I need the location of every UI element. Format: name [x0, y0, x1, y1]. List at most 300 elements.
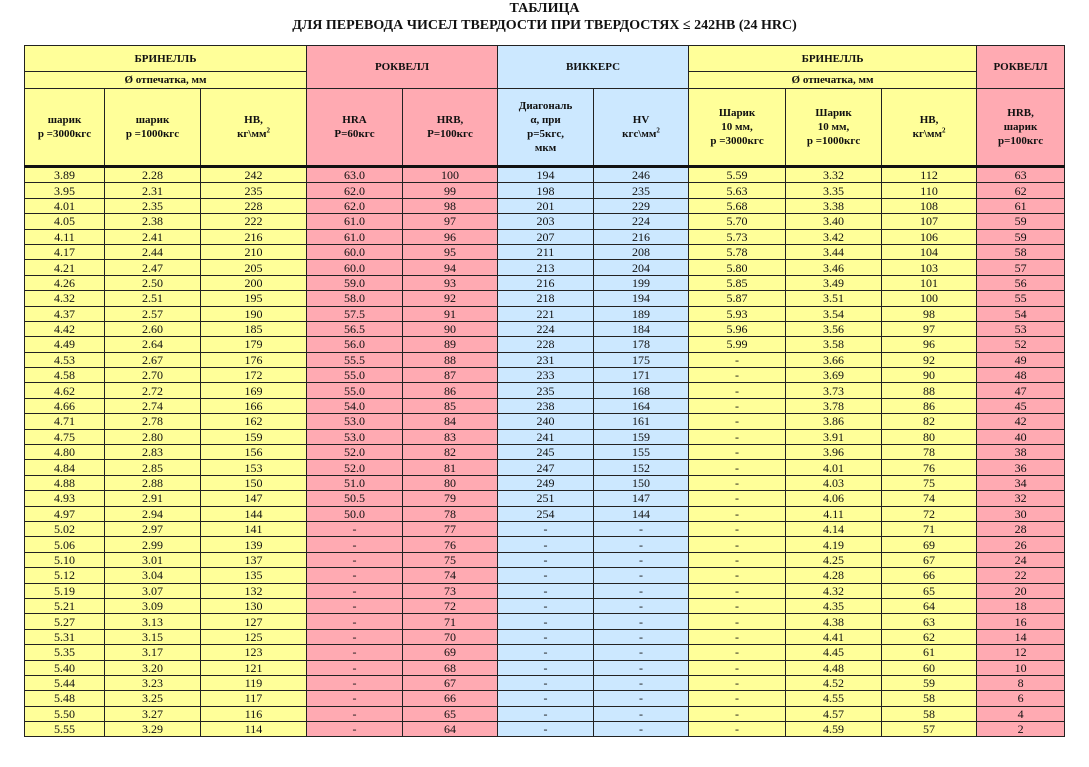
- cell-diagonal: 249: [498, 475, 594, 490]
- cell-hv: 199: [594, 275, 689, 290]
- cell-ball-3000: 4.17: [25, 244, 105, 259]
- col-header-ball10-1000: Шарик 10 мм, р =1000кгс: [786, 89, 882, 167]
- cell-hra: -: [307, 614, 403, 629]
- cell-diagonal: 216: [498, 275, 594, 290]
- cell-hb-right: 76: [882, 460, 977, 475]
- cell-hb-right: 108: [882, 198, 977, 213]
- cell-hrb-ball: 49: [977, 352, 1065, 367]
- cell-hra: -: [307, 675, 403, 690]
- cell-diagonal: 238: [498, 398, 594, 413]
- cell-ball10-3000: 5.73: [689, 229, 786, 244]
- cell-diagonal: 240: [498, 414, 594, 429]
- cell-hb-right: 104: [882, 244, 977, 259]
- cell-ball-1000: 2.85: [105, 460, 201, 475]
- cell-hrb-ball: 42: [977, 414, 1065, 429]
- cell-ball10-3000: 5.96: [689, 321, 786, 336]
- cell-hb: 205: [201, 260, 307, 275]
- cell-ball10-3000: -: [689, 675, 786, 690]
- cell-ball-3000: 4.26: [25, 275, 105, 290]
- cell-hv: 161: [594, 414, 689, 429]
- table-row: [25, 306, 1065, 321]
- col-header-diagonal: Диагональ α, при р=5кгс, мкм: [498, 89, 594, 167]
- cell-ball-3000: 5.02: [25, 521, 105, 536]
- cell-ball-1000: 3.15: [105, 629, 201, 644]
- table-row: [25, 398, 1065, 413]
- cell-hrb: 96: [403, 229, 498, 244]
- cell-ball-1000: 3.17: [105, 645, 201, 660]
- cell-hb: 153: [201, 460, 307, 475]
- cell-ball10-1000: 3.66: [786, 352, 882, 367]
- cell-diagonal: 235: [498, 383, 594, 398]
- cell-hb-right: 88: [882, 383, 977, 398]
- cell-hb: 114: [201, 722, 307, 737]
- cell-hrb-ball: 18: [977, 598, 1065, 613]
- cell-ball10-3000: 5.85: [689, 275, 786, 290]
- cell-hb-right: 67: [882, 552, 977, 567]
- cell-hrb: 66: [403, 691, 498, 706]
- cell-hb-right: 103: [882, 260, 977, 275]
- cell-ball10-1000: 4.41: [786, 629, 882, 644]
- cell-hrb-ball: 10: [977, 660, 1065, 675]
- cell-ball10-3000: -: [689, 491, 786, 506]
- table-row: [25, 368, 1065, 383]
- cell-hrb: 98: [403, 198, 498, 213]
- cell-diagonal: 247: [498, 460, 594, 475]
- cell-hra: -: [307, 537, 403, 552]
- cell-hrb: 73: [403, 583, 498, 598]
- cell-hb: 228: [201, 198, 307, 213]
- cell-ball10-1000: 3.78: [786, 398, 882, 413]
- cell-ball10-3000: -: [689, 629, 786, 644]
- cell-ball-1000: 2.97: [105, 521, 201, 536]
- cell-hb: 117: [201, 691, 307, 706]
- cell-hra: 60.0: [307, 244, 403, 259]
- cell-hra: 63.0: [307, 167, 403, 183]
- cell-hrb: 76: [403, 537, 498, 552]
- cell-hra: 55.0: [307, 368, 403, 383]
- cell-hv: 155: [594, 445, 689, 460]
- cell-hrb: 71: [403, 614, 498, 629]
- cell-ball10-3000: -: [689, 691, 786, 706]
- table-row: [25, 537, 1065, 552]
- cell-hrb: 70: [403, 629, 498, 644]
- cell-hrb-ball: 36: [977, 460, 1065, 475]
- table-row: [25, 614, 1065, 629]
- cell-hb: 195: [201, 291, 307, 306]
- cell-ball10-3000: -: [689, 398, 786, 413]
- cell-diagonal: -: [498, 568, 594, 583]
- cell-hra: -: [307, 645, 403, 660]
- cell-hb: 200: [201, 275, 307, 290]
- cell-hrb-ball: 16: [977, 614, 1065, 629]
- cell-ball10-3000: 5.63: [689, 183, 786, 198]
- cell-hb: 179: [201, 337, 307, 352]
- cell-hb-right: 80: [882, 429, 977, 444]
- cell-ball10-1000: 4.45: [786, 645, 882, 660]
- cell-ball10-1000: 3.49: [786, 275, 882, 290]
- col-header-hb-right: НВ, $кг\backslash мм^2$: [882, 89, 977, 167]
- cell-hrb: 83: [403, 429, 498, 444]
- cell-hrb: 85: [403, 398, 498, 413]
- cell-ball10-3000: -: [689, 460, 786, 475]
- cell-hra: 56.5: [307, 321, 403, 336]
- cell-diagonal: -: [498, 583, 594, 598]
- table-row: [25, 167, 1065, 183]
- cell-hra: 59.0: [307, 275, 403, 290]
- table-row: [25, 414, 1065, 429]
- cell-ball-3000: 5.50: [25, 706, 105, 721]
- table-row: [25, 660, 1065, 675]
- cell-hrb-ball: 6: [977, 691, 1065, 706]
- cell-ball-3000: 4.93: [25, 491, 105, 506]
- col-header-hra: HRA Р=60кгс: [307, 89, 403, 167]
- cell-hb-right: 66: [882, 568, 977, 583]
- cell-diagonal: -: [498, 706, 594, 721]
- cell-hra: 61.0: [307, 229, 403, 244]
- cell-hrb: 65: [403, 706, 498, 721]
- cell-ball-3000: 4.97: [25, 506, 105, 521]
- cell-hrb-ball: 26: [977, 537, 1065, 552]
- table-row: [25, 506, 1065, 521]
- cell-ball10-1000: 3.54: [786, 306, 882, 321]
- cell-hrb: 74: [403, 568, 498, 583]
- cell-hra: 52.0: [307, 460, 403, 475]
- cell-hrb: 95: [403, 244, 498, 259]
- cell-ball-1000: 3.04: [105, 568, 201, 583]
- cell-ball-3000: 5.40: [25, 660, 105, 675]
- cell-ball-3000: 4.37: [25, 306, 105, 321]
- cell-hrb: 81: [403, 460, 498, 475]
- cell-ball-3000: 4.53: [25, 352, 105, 367]
- cell-hb-right: 97: [882, 321, 977, 336]
- cell-hb-right: 92: [882, 352, 977, 367]
- cell-hrb-ball: 20: [977, 583, 1065, 598]
- cell-ball10-3000: -: [689, 506, 786, 521]
- cell-ball-1000: 2.50: [105, 275, 201, 290]
- cell-hrb: 92: [403, 291, 498, 306]
- cell-hrb: 91: [403, 306, 498, 321]
- cell-diagonal: 233: [498, 368, 594, 383]
- cell-hrb-ball: 52: [977, 337, 1065, 352]
- cell-hv: 235: [594, 183, 689, 198]
- cell-hra: 53.0: [307, 414, 403, 429]
- cell-ball-3000: 5.27: [25, 614, 105, 629]
- table-row: [25, 521, 1065, 536]
- cell-ball10-3000: 5.78: [689, 244, 786, 259]
- header-rockwell-right: РОКВЕЛЛ: [977, 46, 1065, 89]
- cell-hra: -: [307, 598, 403, 613]
- cell-diagonal: -: [498, 675, 594, 690]
- cell-hrb: 86: [403, 383, 498, 398]
- cell-diagonal: 201: [498, 198, 594, 213]
- cell-hv: 147: [594, 491, 689, 506]
- cell-hrb-ball: 61: [977, 198, 1065, 213]
- header-brinell-right: БРИНЕЛЛЬ: [689, 46, 977, 72]
- cell-diagonal: -: [498, 660, 594, 675]
- cell-hb-right: 74: [882, 491, 977, 506]
- cell-ball-1000: 2.41: [105, 229, 201, 244]
- cell-ball10-1000: 4.59: [786, 722, 882, 737]
- table-row: [25, 198, 1065, 213]
- cell-ball10-3000: -: [689, 475, 786, 490]
- cell-hb-right: 100: [882, 291, 977, 306]
- cell-diagonal: 245: [498, 445, 594, 460]
- cell-ball10-3000: 5.93: [689, 306, 786, 321]
- cell-hb: 141: [201, 521, 307, 536]
- cell-ball-3000: 4.32: [25, 291, 105, 306]
- cell-hrb-ball: 40: [977, 429, 1065, 444]
- cell-hrb-ball: 32: [977, 491, 1065, 506]
- cell-hb: 162: [201, 414, 307, 429]
- cell-diagonal: 194: [498, 167, 594, 183]
- cell-hb-right: 112: [882, 167, 977, 183]
- cell-ball10-1000: 3.44: [786, 244, 882, 259]
- cell-hv: -: [594, 675, 689, 690]
- header-vickers: ВИККЕРС: [498, 46, 689, 89]
- cell-hv: 168: [594, 383, 689, 398]
- cell-ball-1000: 3.20: [105, 660, 201, 675]
- cell-ball10-3000: 5.80: [689, 260, 786, 275]
- cell-hv: 204: [594, 260, 689, 275]
- cell-ball-3000: 4.75: [25, 429, 105, 444]
- cell-ball-3000: 5.06: [25, 537, 105, 552]
- cell-hb-right: 96: [882, 337, 977, 352]
- cell-hra: 58.0: [307, 291, 403, 306]
- cell-ball10-1000: 3.91: [786, 429, 882, 444]
- cell-ball10-1000: 4.48: [786, 660, 882, 675]
- table-row: [25, 706, 1065, 721]
- cell-ball10-3000: 5.87: [689, 291, 786, 306]
- cell-hra: -: [307, 568, 403, 583]
- cell-diagonal: -: [498, 691, 594, 706]
- cell-diagonal: 221: [498, 306, 594, 321]
- cell-hrb-ball: 24: [977, 552, 1065, 567]
- cell-hb: 127: [201, 614, 307, 629]
- cell-hv: 175: [594, 352, 689, 367]
- cell-diagonal: 207: [498, 229, 594, 244]
- cell-diagonal: 218: [498, 291, 594, 306]
- cell-ball-3000: 5.44: [25, 675, 105, 690]
- cell-hra: 54.0: [307, 398, 403, 413]
- cell-hra: -: [307, 660, 403, 675]
- cell-hv: 184: [594, 321, 689, 336]
- cell-hrb-ball: 56: [977, 275, 1065, 290]
- cell-ball-1000: 2.57: [105, 306, 201, 321]
- table-row: [25, 383, 1065, 398]
- cell-hv: -: [594, 552, 689, 567]
- cell-ball-1000: 2.94: [105, 506, 201, 521]
- cell-ball-3000: 5.12: [25, 568, 105, 583]
- cell-hb-right: 58: [882, 691, 977, 706]
- cell-hrb-ball: 14: [977, 629, 1065, 644]
- cell-hra: 62.0: [307, 183, 403, 198]
- cell-hra: 57.5: [307, 306, 403, 321]
- cell-hb-right: 62: [882, 629, 977, 644]
- cell-hb-right: 86: [882, 398, 977, 413]
- cell-hra: 55.5: [307, 352, 403, 367]
- cell-hb-right: 98: [882, 306, 977, 321]
- cell-hrb-ball: 55: [977, 291, 1065, 306]
- cell-ball-3000: 4.80: [25, 445, 105, 460]
- cell-hra: -: [307, 722, 403, 737]
- cell-ball-1000: 2.83: [105, 445, 201, 460]
- cell-hv: -: [594, 568, 689, 583]
- cell-hrb: 99: [403, 183, 498, 198]
- cell-hra: 61.0: [307, 214, 403, 229]
- cell-hv: -: [594, 629, 689, 644]
- table-body: [25, 167, 1065, 737]
- cell-diagonal: -: [498, 645, 594, 660]
- cell-ball10-3000: -: [689, 660, 786, 675]
- col-header-ball10-3000: Шарик 10 мм, р =3000кгс: [689, 89, 786, 167]
- cell-ball10-3000: -: [689, 598, 786, 613]
- col-header-ball-1000: шарик р =1000кгс: [105, 89, 201, 167]
- cell-ball-3000: 5.31: [25, 629, 105, 644]
- cell-diagonal: 241: [498, 429, 594, 444]
- cell-ball-1000: 2.28: [105, 167, 201, 183]
- cell-ball-3000: 3.95: [25, 183, 105, 198]
- cell-ball10-1000: 4.25: [786, 552, 882, 567]
- table-row: [25, 183, 1065, 198]
- cell-ball-3000: 4.49: [25, 337, 105, 352]
- cell-diagonal: 198: [498, 183, 594, 198]
- cell-ball10-1000: 4.14: [786, 521, 882, 536]
- cell-ball10-1000: 4.19: [786, 537, 882, 552]
- table-row: [25, 722, 1065, 737]
- cell-ball-1000: 2.91: [105, 491, 201, 506]
- cell-ball10-1000: 3.40: [786, 214, 882, 229]
- cell-hrb-ball: 34: [977, 475, 1065, 490]
- cell-ball-3000: 5.48: [25, 691, 105, 706]
- cell-hra: -: [307, 552, 403, 567]
- cell-hra: 55.0: [307, 383, 403, 398]
- table-row: [25, 429, 1065, 444]
- cell-hv: 194: [594, 291, 689, 306]
- cell-hrb-ball: 8: [977, 675, 1065, 690]
- cell-ball-3000: 4.71: [25, 414, 105, 429]
- cell-ball-1000: 3.13: [105, 614, 201, 629]
- cell-hrb-ball: 47: [977, 383, 1065, 398]
- cell-ball10-1000: 4.11: [786, 506, 882, 521]
- cell-diagonal: -: [498, 521, 594, 536]
- cell-hb-right: 110: [882, 183, 977, 198]
- table-row: [25, 552, 1065, 567]
- cell-hrb: 100: [403, 167, 498, 183]
- cell-diagonal: 254: [498, 506, 594, 521]
- cell-hv: 229: [594, 198, 689, 213]
- cell-hrb: 90: [403, 321, 498, 336]
- cell-hb-right: 61: [882, 645, 977, 660]
- cell-diagonal: -: [498, 552, 594, 567]
- cell-hb: 156: [201, 445, 307, 460]
- cell-ball-1000: 3.09: [105, 598, 201, 613]
- cell-hv: -: [594, 706, 689, 721]
- cell-ball10-1000: 4.03: [786, 475, 882, 490]
- cell-hv: 150: [594, 475, 689, 490]
- cell-hb-right: 101: [882, 275, 977, 290]
- cell-ball10-3000: -: [689, 368, 786, 383]
- cell-ball-1000: 2.78: [105, 414, 201, 429]
- cell-ball10-1000: 3.58: [786, 337, 882, 352]
- cell-hrb-ball: 38: [977, 445, 1065, 460]
- cell-hb-right: 72: [882, 506, 977, 521]
- cell-hrb-ball: 53: [977, 321, 1065, 336]
- cell-ball-3000: 4.01: [25, 198, 105, 213]
- cell-ball10-3000: -: [689, 521, 786, 536]
- cell-ball-1000: 2.35: [105, 198, 201, 213]
- header-rockwell: РОКВЕЛЛ: [307, 46, 498, 89]
- cell-hv: -: [594, 691, 689, 706]
- cell-hrb-ball: 54: [977, 306, 1065, 321]
- cell-hb: 116: [201, 706, 307, 721]
- col-header-hb: НВ, $кг\backslash мм^2$: [201, 89, 307, 167]
- cell-ball10-3000: -: [689, 414, 786, 429]
- cell-hrb: 93: [403, 275, 498, 290]
- table-row: [25, 460, 1065, 475]
- cell-diagonal: -: [498, 614, 594, 629]
- cell-hrb-ball: 57: [977, 260, 1065, 275]
- cell-ball10-3000: -: [689, 568, 786, 583]
- cell-hra: 50.5: [307, 491, 403, 506]
- table-row: [25, 645, 1065, 660]
- cell-ball-1000: 3.29: [105, 722, 201, 737]
- cell-hb-right: 57: [882, 722, 977, 737]
- cell-ball-3000: 4.58: [25, 368, 105, 383]
- cell-hb-right: 60: [882, 660, 977, 675]
- cell-hv: -: [594, 722, 689, 737]
- cell-hrb: 75: [403, 552, 498, 567]
- cell-hb: 139: [201, 537, 307, 552]
- cell-hrb-ball: 62: [977, 183, 1065, 198]
- cell-hra: 62.0: [307, 198, 403, 213]
- cell-ball-1000: 2.72: [105, 383, 201, 398]
- cell-hv: -: [594, 660, 689, 675]
- cell-diagonal: 213: [498, 260, 594, 275]
- cell-hv: 189: [594, 306, 689, 321]
- cell-hrb: 84: [403, 414, 498, 429]
- cell-ball10-1000: 3.69: [786, 368, 882, 383]
- cell-ball10-1000: 3.38: [786, 198, 882, 213]
- cell-hb: 119: [201, 675, 307, 690]
- cell-ball10-3000: -: [689, 645, 786, 660]
- cell-hb-right: 78: [882, 445, 977, 460]
- cell-diagonal: 251: [498, 491, 594, 506]
- cell-hb: 190: [201, 306, 307, 321]
- cell-hv: 224: [594, 214, 689, 229]
- table-row: [25, 260, 1065, 275]
- cell-hrb: 78: [403, 506, 498, 521]
- cell-ball10-1000: 3.46: [786, 260, 882, 275]
- cell-hv: 159: [594, 429, 689, 444]
- page-subtitle: ДЛЯ ПЕРЕВОДА ЧИСЕЛ ТВЕРДОСТИ ПРИ ТВЕРДОСТЯХ ≤ 242НВ (24 HRC): [292, 18, 797, 33]
- col-header-hrb: HRB, Р=100кгс: [403, 89, 498, 167]
- cell-hv: 178: [594, 337, 689, 352]
- cell-diagonal: 203: [498, 214, 594, 229]
- cell-ball-1000: 2.80: [105, 429, 201, 444]
- cell-ball-3000: 4.21: [25, 260, 105, 275]
- cell-hrb: 68: [403, 660, 498, 675]
- header-imprint-left: Ø отпечатка, мм: [25, 72, 307, 89]
- cell-ball-1000: 3.23: [105, 675, 201, 690]
- cell-ball-1000: 2.60: [105, 321, 201, 336]
- cell-ball10-1000: 4.06: [786, 491, 882, 506]
- cell-hb: 147: [201, 491, 307, 506]
- cell-hb: 125: [201, 629, 307, 644]
- cell-diagonal: 231: [498, 352, 594, 367]
- cell-hb: 121: [201, 660, 307, 675]
- cell-hb-right: 90: [882, 368, 977, 383]
- cell-ball-1000: 2.67: [105, 352, 201, 367]
